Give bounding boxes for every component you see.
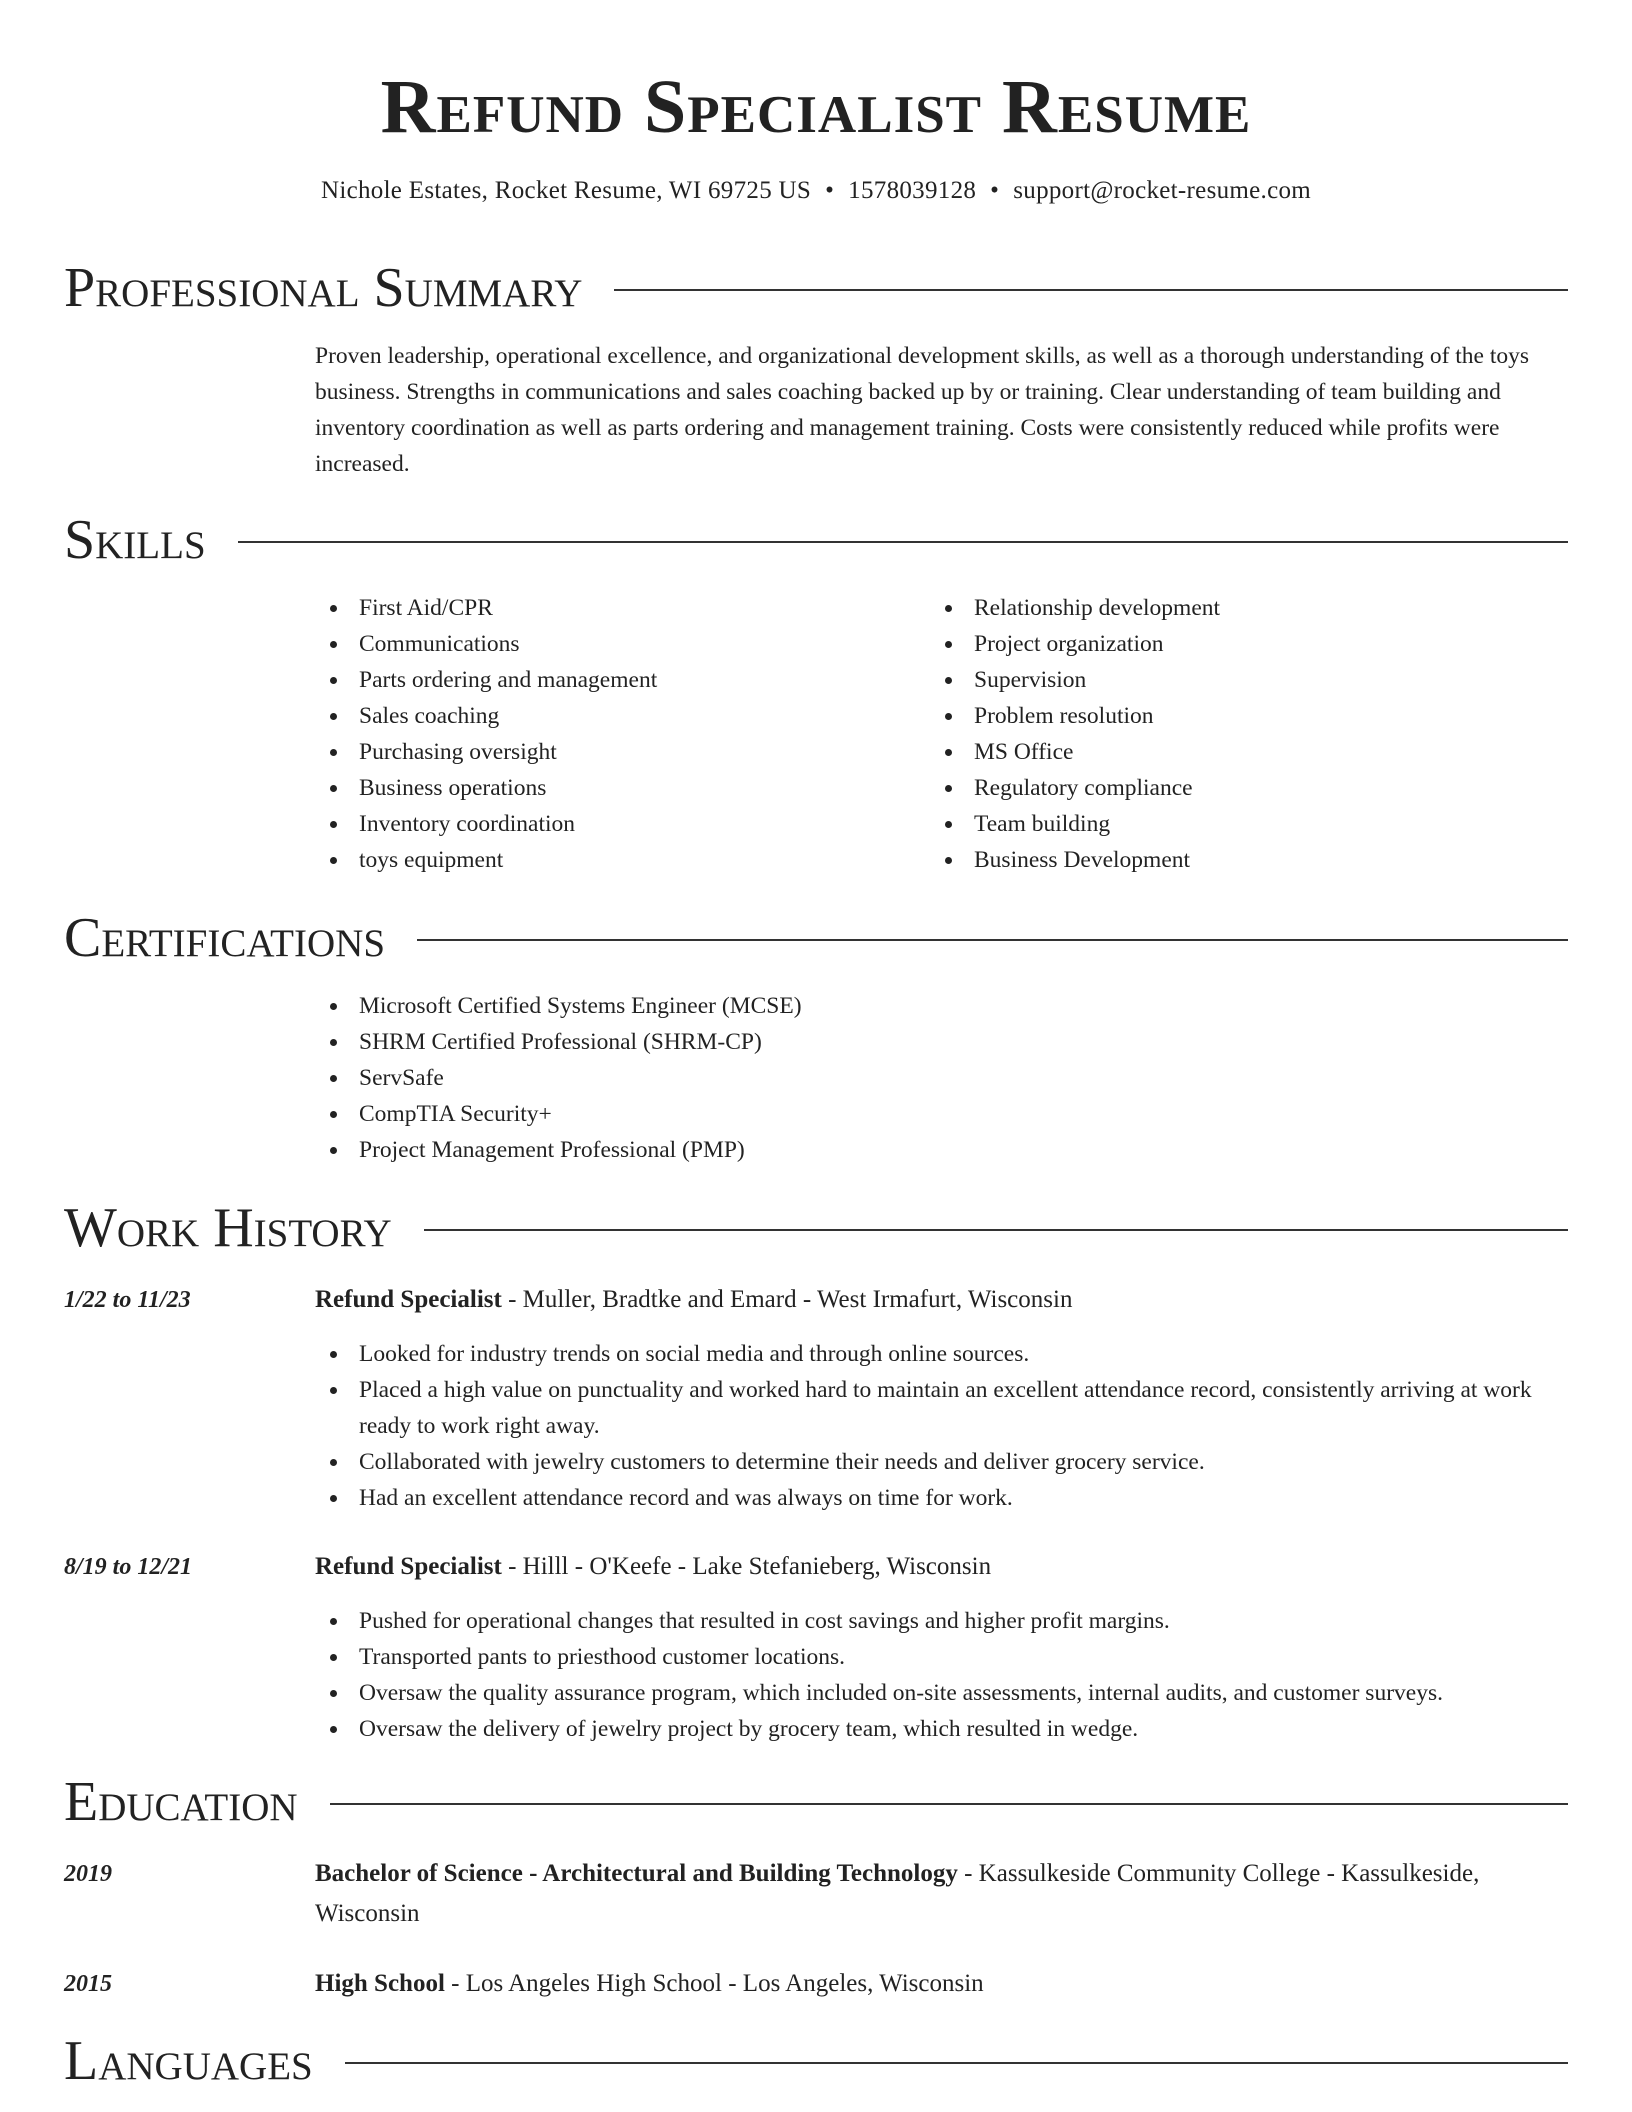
job-title-line — [315, 1280, 1575, 1320]
education-school: - Los Angeles High School - Los Angeles, Wisconsin — [444, 1970, 984, 1997]
skill-item: Problem resolution — [930, 698, 1530, 734]
certification-item: ServSafe — [315, 1060, 1570, 1096]
contact-separator: • — [990, 177, 1000, 204]
work-section-heading — [64, 1193, 1568, 1263]
education-entry — [315, 1964, 1575, 2004]
work-heading: Work History — [64, 1197, 392, 1259]
skills-list-right — [930, 590, 1530, 878]
job-title: Refund Specialist — [315, 1553, 502, 1580]
skill-item: Sales coaching — [315, 698, 915, 734]
skill-item: Supervision — [930, 662, 1530, 698]
contact-address: Nichole Estates, Rocket Resume, WI 69725 US — [320, 177, 812, 204]
education-school: - Kassulkeside Community College - Kassulkeside, Wisconsin — [315, 1860, 1480, 1927]
skill-item: MS Office — [930, 734, 1530, 770]
section-divider — [238, 541, 1568, 543]
job-employer: - Hilll - O'Keefe - Lake Stefanieberg, Wisconsin — [501, 1553, 992, 1580]
job-bullets — [315, 1336, 1575, 1516]
education-year: 2019 — [64, 1861, 112, 1887]
section-divider — [417, 939, 1568, 941]
job-bullets — [315, 1603, 1575, 1747]
skill-item: Business Development — [930, 842, 1530, 878]
resume-title: Refund Specialist Resume — [380, 65, 1252, 149]
job-bullet: Collaborated with jewelry customers to determine their needs and deliver grocery service. — [315, 1444, 1575, 1480]
section-divider — [614, 289, 1568, 291]
summary-section-heading — [64, 253, 1568, 323]
certification-item: SHRM Certified Professional (SHRM-CP) — [315, 1024, 1570, 1060]
job-employer: - Muller, Bradtke and Emard - West Irmafurt, Wisconsin — [501, 1286, 1073, 1313]
skill-item: Team building — [930, 806, 1530, 842]
contact-email: support@rocket-resume.com — [1013, 177, 1312, 204]
skill-item: Parts ordering and management — [315, 662, 915, 698]
certifications-section-heading — [64, 903, 1568, 973]
skills-list-left — [315, 590, 915, 878]
section-divider — [345, 2062, 1568, 2064]
section-divider — [424, 1229, 1568, 1231]
job-dates: 1/22 to 11/23 — [64, 1287, 191, 1313]
skills-section-heading — [64, 505, 1568, 575]
certification-item: Project Management Professional (PMP) — [315, 1132, 1570, 1168]
education-degree: High School — [315, 1970, 445, 1997]
skill-item: Project organization — [930, 626, 1530, 662]
job-bullet: Looked for industry trends on social media and through online sources. — [315, 1336, 1575, 1372]
job-bullet: Had an excellent attendance record and was always on time for work. — [315, 1480, 1575, 1516]
job-bullet: Oversaw the quality assurance program, which included on-site assessments, internal audits, and customer surveys. — [315, 1675, 1575, 1711]
skill-item: First Aid/CPR — [315, 590, 915, 626]
skill-item: Regulatory compliance — [930, 770, 1530, 806]
job-bullet: Pushed for operational changes that resulted in cost savings and higher profit margins. — [315, 1603, 1575, 1639]
summary-heading: Professional Summary — [64, 257, 583, 319]
contact-line — [0, 174, 1632, 208]
job-bullet: Transported pants to priesthood customer locations. — [315, 1639, 1575, 1675]
education-heading: Education — [64, 1771, 298, 1833]
skill-item: Communications — [315, 626, 915, 662]
education-year: 2015 — [64, 1971, 112, 1997]
certification-item: Microsoft Certified Systems Engineer (MCSE) — [315, 988, 1570, 1024]
skill-item: Purchasing oversight — [315, 734, 915, 770]
education-degree: Bachelor of Science - Architectural and Building Technology — [315, 1860, 958, 1887]
skills-heading: Skills — [64, 509, 206, 571]
languages-heading: Languages — [64, 2030, 313, 2092]
job-title-line — [315, 1547, 1575, 1587]
languages-section-heading — [64, 2026, 1568, 2096]
education-section-heading — [64, 1767, 1568, 1837]
certifications-heading: Certifications — [64, 907, 386, 969]
contact-separator: • — [825, 177, 835, 204]
skill-item: Inventory coordination — [315, 806, 915, 842]
skill-item: toys equipment — [315, 842, 915, 878]
job-bullet: Oversaw the delivery of jewelry project by grocery team, which resulted in wedge. — [315, 1711, 1575, 1747]
section-divider — [330, 1803, 1568, 1805]
job-title: Refund Specialist — [315, 1286, 502, 1313]
certifications-list — [315, 988, 1570, 1168]
education-entry — [315, 1854, 1575, 1934]
skill-item: Relationship development — [930, 590, 1530, 626]
job-dates: 8/19 to 12/21 — [64, 1554, 193, 1580]
job-bullet: Placed a high value on punctuality and worked hard to maintain an excellent attendance record, consistently arriving at work ready to work right away. — [315, 1372, 1575, 1444]
skill-item: Business operations — [315, 770, 915, 806]
summary-text: Proven leadership, operational excellence, and organizational development skills, as well as a thorough understanding of the toys business. Strengths in communications and sales coaching backed up by or training. Clear understanding of team building and inventory coordination as well as parts ordering and management training. Costs were consistently reduced while profits were increased. — [315, 343, 1530, 477]
contact-phone: 1578039128 — [848, 177, 977, 204]
certification-item: CompTIA Security+ — [315, 1096, 1570, 1132]
